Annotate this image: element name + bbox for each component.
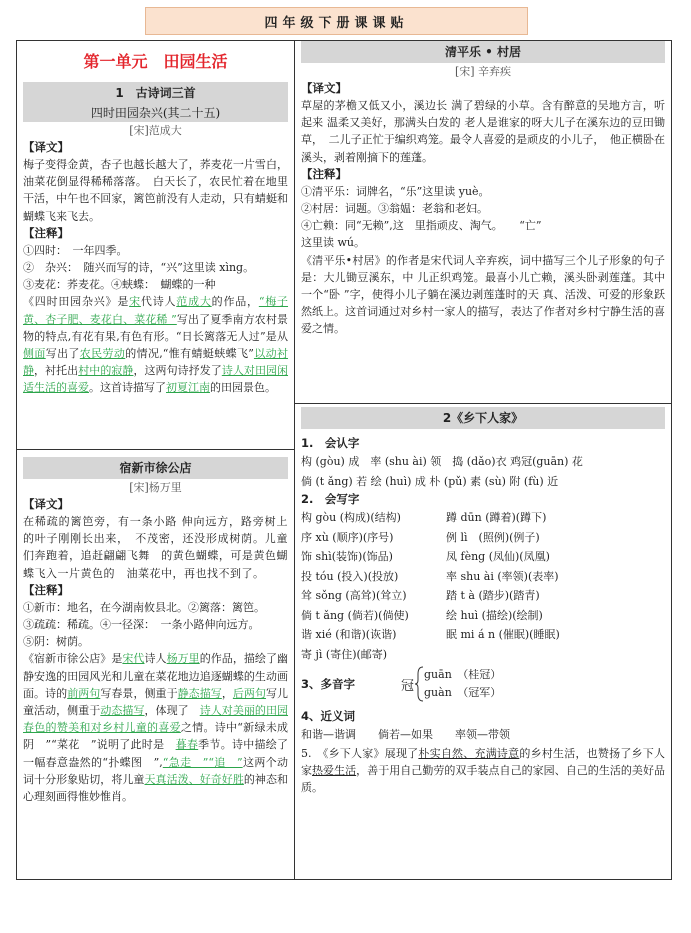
unit-section: [17, 47, 294, 397]
text-run: 的情况,“惟有蜻蜓蛱蝶飞”: [125, 347, 254, 361]
text-run: 。这首诗描写了: [89, 381, 166, 395]
brace-icon: [414, 666, 424, 702]
highlight-text: 后两句: [232, 686, 267, 700]
xc-s2-heading: 2. 会写字: [301, 492, 360, 506]
xc-s3-heading: 3、多音字: [301, 676, 356, 691]
highlight-text: 以动衬静: [23, 347, 289, 378]
xc-s4-heading: 4、近义词: [301, 709, 356, 723]
qpl-zhushi: [295, 183, 671, 252]
zhushi-line: ⑤阴：树荫。: [23, 635, 89, 649]
table-row: [301, 606, 671, 626]
text-run: 写出了夏季南方农村景物的特点,有花有果,有色有形。“日长篱落无人过”是从: [23, 312, 288, 343]
table-cell: 耸 sǒng (高耸)(耸立): [301, 589, 407, 602]
table-cell: 例 lì (照例)(例子): [446, 530, 540, 544]
text-run: ，: [221, 686, 233, 700]
highlight-text: 动态描写: [100, 704, 145, 718]
qpl-analysis: 《清平乐•村居》的作者是宋代词人辛弃疾，词中描写三个儿子形象的句子是：大儿锄豆溪东，中 儿正织鸡笼。最喜小儿亡赖，溪头卧剥莲蓬。其中一个“卧 ”字，使得小儿子躺在溪边剥莲蓬时的天 真、活泼、可爱的形象跃然纸上。这首词通过对乡村一家人的描写，表达了作者对乡村宁静生活的喜爱之情。: [301, 253, 665, 336]
table-row: [301, 625, 671, 645]
table-row: [301, 586, 671, 606]
table-cell: 投 tóu (投入)(投放): [301, 569, 399, 583]
text-run: 这两个动词十分形象贴切，将儿童: [23, 755, 289, 786]
qpl-title: 清平乐 • 村居: [301, 41, 665, 63]
poem1-analysis: [17, 293, 294, 396]
polyphone-char: 冠: [401, 678, 415, 694]
text-run: ，这两句诗抒发了: [133, 364, 222, 378]
page-banner: 四年级下册课课贴: [145, 7, 528, 35]
xc-section: [295, 407, 671, 796]
highlight-text: 诗人对田园闲适生活的喜爱: [23, 364, 289, 395]
list-item: 倘 (t ǎng) 若 绘 (huì) 成 朴 (pǔ) 素 (sù) 附 (fù) 近: [301, 474, 559, 488]
table-cell: 饰 shì(装饰)(饰品): [301, 550, 393, 563]
table-cell: 率 shu ài (率领)(表率): [446, 569, 559, 583]
text-run: ，善于用自己勤劳的双手装点自己的家园、自己的生活的美好品质。: [301, 763, 665, 794]
text-run: ，衬托出: [34, 364, 79, 378]
qpl-author: [宋] 辛弃疾: [454, 65, 512, 78]
table-cell: 寄 jì (寄住)(邮寄): [301, 647, 388, 661]
poem1-zhushi-label: 【注释】: [23, 225, 69, 240]
text-run: 诗人: [144, 652, 167, 666]
table-row: [301, 528, 671, 548]
table-cell: 谐 xié (和谐)(诙谐): [301, 628, 397, 641]
text-run: 代诗人: [140, 295, 177, 309]
table-cell: 眠 mi á n (催眠)(睡眠): [446, 628, 560, 641]
content-frame: [16, 40, 672, 880]
highlight-text: 静态描写: [177, 686, 222, 700]
highlight-text: 暮春: [175, 738, 199, 752]
table-cell: 绘 huì (描绘)(绘制): [446, 608, 543, 622]
highlight-text: 前两句: [67, 686, 101, 700]
table-row: [301, 547, 671, 567]
poem2-yiwen: 在稀疏的篱笆旁，有一条小路 伸向远方，路旁树上的叶子刚刚长出来， 不茂密，还没形成树荫。儿童们奔跑着，追赶翩翩飞舞 的黄色蝴蝶，可是黄色蝴蝶飞入一片黄色的 油菜花中，再也找不到了。: [23, 515, 288, 580]
poem2-analysis: [17, 650, 294, 805]
highlight-text: 诗人对美丽的田园春色的赞美和对乡村儿童的喜爱: [23, 704, 289, 735]
text-run: 写春景，侧重于: [100, 686, 178, 700]
list-item: 构 (gòu) 成 率 (shu ài) 领 捣 (dǎo)衣 鸡冠(guān) 花: [301, 455, 583, 468]
zhushi-line: 这里读 wú。: [301, 236, 365, 250]
poem1-author: [宋]范成大: [129, 124, 182, 137]
highlight-text: “梅子黄、杏子肥、麦花白、菜花稀 ”: [23, 295, 289, 326]
zhushi-line: ①四时： 一年四季。: [23, 243, 128, 257]
highlight-text: 宋代: [122, 652, 145, 666]
highlight-text: 宋: [129, 295, 141, 309]
poem2-yiwen-label: 【译文】: [23, 497, 69, 511]
poem1-yiwen: 梅子变得金黄，杏子也越长越大了，荞麦花一片雪白，油菜花倒显得稀稀落落。 白天长了，农民忙着在地里干活，中午也不回家，篱笆前没有人走动，只有蜻蜓和蝴蝶飞来飞去。: [23, 158, 288, 223]
qpl-section: [295, 41, 671, 338]
table-cell: 凤 fèng (凤仙)(凤凰): [446, 550, 550, 563]
highlight-text: 范成大: [176, 295, 212, 309]
zhushi-line: ①新市：地名，在今湖南攸县北。②篱落：篱笆。: [23, 600, 265, 614]
divider: [17, 449, 294, 450]
underlined-text: 热爱生活: [312, 763, 357, 777]
zhushi-line: ②村居：词题。③翁媪：老翁和老妇。: [301, 202, 488, 216]
zhushi-line: ② 杂兴： 随兴而写的诗，“兴”这里读 xìng。: [23, 261, 255, 275]
text-run: 5. 《乡下人家》展现了: [301, 746, 419, 760]
right-column: [295, 41, 671, 879]
highlight-text: 杨万里: [166, 652, 200, 666]
xc-s4-line: 和谐—谐调 倘若—如果 率领—带领: [301, 728, 510, 741]
text-run: 的作品，: [211, 295, 259, 309]
poem2-section: [17, 457, 294, 805]
xc-s2-table: [295, 508, 671, 664]
zhushi-line: ①清平乐：词牌名，“乐”这里读 yuè。: [301, 184, 490, 198]
table-cell: 踏 t à (踏步)(踏青): [446, 589, 540, 602]
xc-s1-list: [295, 452, 671, 491]
xc-s5-summary: [295, 745, 671, 797]
zhushi-line: ③疏疏：稀疏。④一径深： 一条小路伸向远方。: [23, 618, 260, 632]
left-column: [17, 41, 295, 879]
table-cell: 构 gòu (构成)(结构): [301, 511, 401, 524]
table-cell: 倘 t ǎng (倘若)(倘使): [301, 608, 409, 622]
text-run: 的田园景色。: [210, 381, 276, 395]
unit-title: 第一单元 田园生活: [83, 52, 228, 71]
poem2-author: [宋]杨万里: [129, 481, 182, 494]
lesson-heading: 1 古诗词三首: [23, 82, 288, 104]
text-run: 写儿童活动，侧重于: [23, 686, 289, 718]
polyphone-reading: guàn （冠军）: [424, 686, 502, 699]
qpl-yiwen-label: 【译文】: [301, 81, 347, 95]
table-row: [301, 645, 671, 665]
poem2-zhushi: [17, 599, 294, 651]
qpl-zhushi-label: 【注释】: [301, 166, 347, 181]
xc-title: 2《乡下人家》: [301, 407, 665, 429]
text-run: 季节。诗中描绘了一幅春意盎然的“扑蝶图 ”,: [23, 738, 289, 769]
text-run: 的作品，描绘了幽静安逸的田园风光和儿童在菜花地边追逐蝴蝶的生动画面。诗的: [23, 652, 289, 700]
underlined-text: 朴实自然、充满诗意: [418, 746, 520, 760]
text-run: 《四时田园杂兴》是: [23, 295, 130, 309]
zhushi-line: ③麦花：荞麦花。④蛱蝶： 蝴蝶的一种: [23, 278, 216, 292]
polyphone-reading: guān （桂冠）: [424, 668, 502, 681]
table-row: [301, 508, 671, 528]
highlight-text: “急走 ”“追 ”: [162, 755, 243, 769]
poem2-title: 宿新市徐公店: [23, 457, 288, 479]
highlight-text: 侧面: [23, 347, 46, 361]
xc-s1-heading: 1. 会认字: [301, 436, 360, 450]
poem2-zhushi-label: 【注释】: [23, 582, 69, 597]
text-run: ，体现了: [144, 704, 200, 718]
table-row: [301, 567, 671, 587]
text-run: 的神态和心理刻画得惟妙惟肖。: [23, 772, 289, 804]
qpl-yiwen: 草屋的茅檐又低又小，溪边长 满了碧绿的小草。含有醉意的吴地方言，听起来 温柔又美好，那满头白发的 老人是谁家的呀大儿子在溪东边的豆田锄草， 二儿子正忙于编织鸡笼。最令人喜爱的是顽皮的小儿子， 他正横卧在溪头，剥着刚摘下的莲蓬。: [301, 99, 665, 164]
text-run: 写出了: [45, 347, 80, 361]
text-run: 之情。诗中“新绿未成阴 ”“菜花 ”说明了此时是: [23, 721, 289, 752]
poem1-title: 四时田园杂兴(其二十五): [23, 104, 288, 122]
zhushi-line: ④亡赖：同“无赖”,这 里指顽皮、淘气。 “亡”: [301, 219, 542, 233]
poem1-yiwen-label: 【译文】: [23, 140, 69, 154]
highlight-text: 村中的寂静: [78, 364, 134, 378]
highlight-text: 农民劳动: [79, 347, 126, 361]
highlight-text: 初夏江南: [166, 381, 210, 395]
divider: [295, 403, 671, 404]
highlight-text: 天真活泼、好奇好胜: [144, 772, 244, 786]
table-cell: 序 xù (顺序)(序号): [301, 530, 394, 544]
xc-s3-block: [295, 664, 671, 704]
poem1-zhushi: [17, 242, 294, 294]
text-run: 《宿新市徐公店》是: [23, 652, 123, 666]
text-run: 的乡村生活，也赞扬了乡下人家: [301, 746, 665, 777]
table-cell: 蹲 dūn (蹲着)(蹲下): [446, 511, 547, 524]
